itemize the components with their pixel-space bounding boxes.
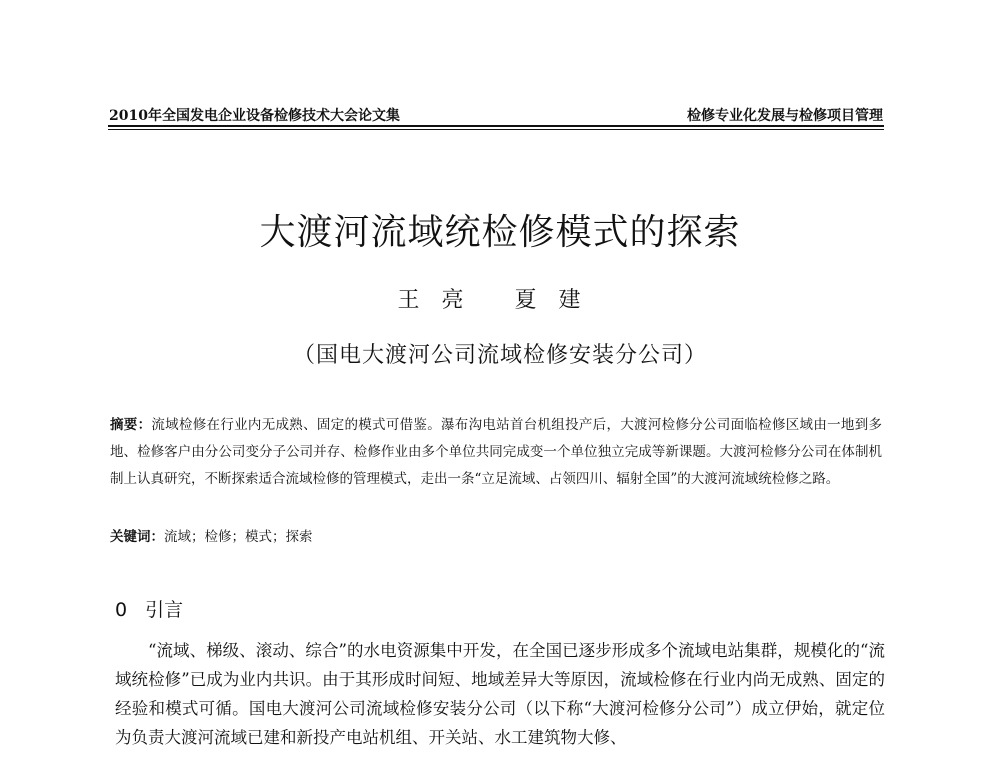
paper-authors: 王亮 夏建: [397, 288, 603, 313]
running-header-left: 2010年全国发电企业设备检修技术大会论文集: [109, 108, 400, 124]
paper-affiliation: （国电大渡河公司流域检修安装分公司）: [292, 343, 707, 368]
body-paragraph: “流域、梯级、滚动、综合”的水电资源集中开发，在全国已逐步形成多个流域电站集群，规模化的“流域统检修”已成为业内共识。由于其形成时间短、地域差异大等原因，流域检修在行业内尚无成熟、固定的经验和模式可循。国电大渡河公司流域检修安装分公司（以下称“大渡河检修分公司”）成立伊始，就定位为负责大渡河流域已建和新投产电站机组、开关站、水工建筑物大修、: [115, 641, 885, 747]
keywords-text: 流域；检修；模式；探索: [164, 529, 313, 545]
header-rule-thick: [108, 125, 884, 127]
paper-title: 大渡河流域统检修模式的探索: [259, 212, 741, 253]
section-number: 0: [115, 599, 128, 621]
section-title: 引言: [145, 599, 184, 621]
running-header-right: 检修专业化发展与检修项目管理: [687, 108, 883, 124]
header-rule-thin: [108, 129, 884, 130]
abstract-text: 流域检修在行业内无成熟、固定的模式可借鉴。瀑布沟电站首台机组投产后，大渡河检修分公司面临检修区域由一地到多地、检修客户由分公司变分子公司并存、检修作业由多个单位共同完成变一个单位独立完成等新课题。大渡河检修分公司在体制机制上认真研究，不断探索适合流域检修的管理模式，走出一条“立足流域、占领四川、辐射全国”的大渡河流域统检修之路。: [110, 417, 883, 487]
section-heading: [115, 595, 183, 622]
abstract: [110, 412, 882, 493]
keywords: [110, 524, 882, 551]
abstract-label: 摘要：: [110, 417, 152, 433]
keywords-label: 关键词：: [110, 529, 164, 545]
